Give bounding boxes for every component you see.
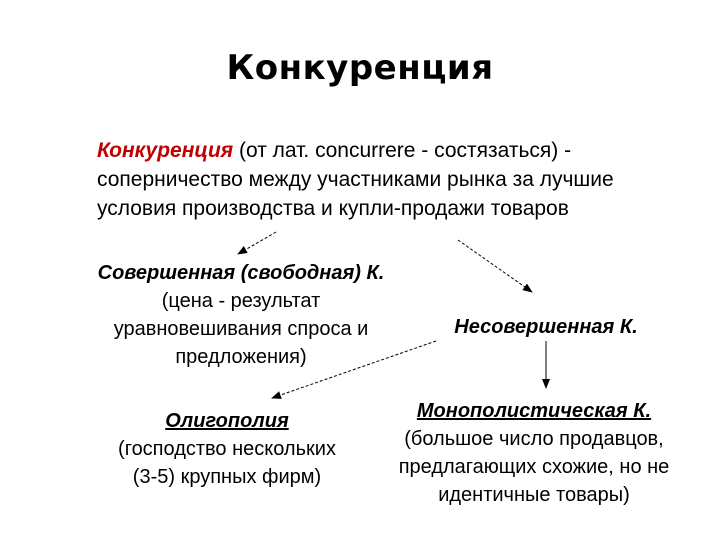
arrow-to-perfect [238, 232, 276, 254]
arrow-to-imperfect [458, 240, 532, 292]
oligopoly-line-1: (господство нескольких [118, 438, 336, 460]
perfect-competition-title: Совершенная (свободная) К. [97, 262, 385, 284]
monopolistic-competition-node [374, 397, 694, 509]
oligopoly-title: Олигополия [165, 410, 289, 432]
monopolistic-competition-line-2: предлагающих схожие, но не [398, 456, 670, 478]
monopolistic-competition-line-1: (большое число продавцов, [404, 428, 664, 450]
monopolistic-competition-title: Монополистическая К. [416, 400, 652, 422]
definition-line-3: условия производства и купли-продажи товаров [97, 197, 569, 220]
perfect-competition-node [80, 259, 402, 371]
imperfect-competition-title: Несовершенная К. [454, 316, 638, 338]
definition-term: Конкуренция [97, 139, 234, 162]
oligopoly-node [92, 407, 362, 491]
slide-title: Конкуренция [226, 48, 494, 88]
oligopoly-line-2: (3-5) крупных фирм) [132, 466, 322, 488]
perfect-competition-line-1: (цена - результат [161, 290, 321, 312]
perfect-competition-line-2: уравновешивания спроса и [113, 318, 369, 340]
monopolistic-competition-line-3: идентичные товары) [438, 484, 630, 506]
imperfect-competition-node [436, 313, 656, 341]
definition-line-2: соперничество между участниками рынка за лучшие [97, 168, 614, 191]
perfect-competition-line-3: предложения) [175, 346, 307, 368]
definition-etymology: (от лат. concurrere - состязаться) - [233, 139, 572, 162]
